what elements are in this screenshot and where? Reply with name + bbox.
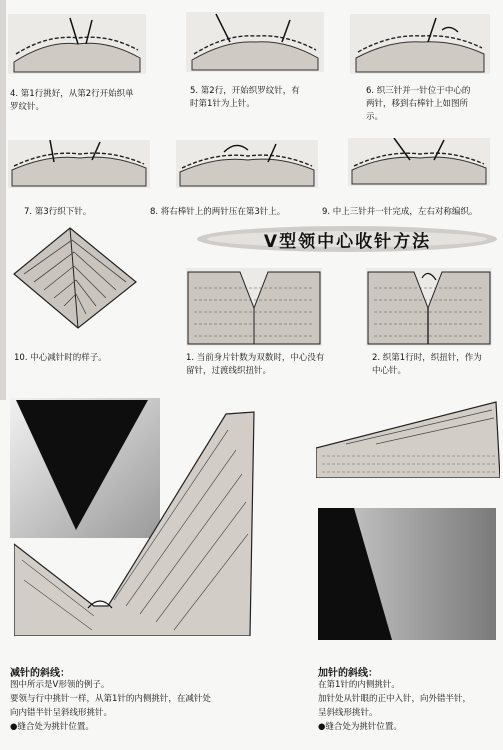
step-10-illustration <box>10 226 140 330</box>
step-7-caption: 7. 第3行织下针。 <box>24 207 92 217</box>
step-5-caption: 5. 第2行，开始织罗纹针，有 时第1针为上针。 <box>190 86 300 109</box>
v-neck-step-2-caption: 2. 织第1行时，织扭针，作为 中心针。 <box>372 353 482 376</box>
step-4-illustration <box>8 14 146 74</box>
step-9-illustration <box>348 138 490 186</box>
step-6-caption: 6. 织三针并一针位于中心的 两针，移到右棒针上如图所 示。 <box>366 86 471 122</box>
step-8-illustration <box>176 140 318 188</box>
step-4-caption: 4. 第1行挑好，从第2行开始织单 罗纹针。 <box>10 89 134 112</box>
step-7-illustration <box>8 140 150 188</box>
increase-slope-photo <box>318 508 496 640</box>
v-neck-step-1-illustration <box>186 268 322 346</box>
decrease-body: 图中所示是V形领的例子。 要领与行中挑针一样，从第1针的内侧挑针，在减针处 向内错半针呈斜线形挑针。 ●缝合处为挑针位置。 <box>10 680 211 732</box>
page-edge-shadow <box>0 0 6 400</box>
step-10-caption: 10. 中心减针时的样子。 <box>14 353 107 363</box>
step-8-caption: 8. 将右棒针上的两针压在第3针上。 <box>150 207 286 217</box>
increase-title: 加针的斜线： <box>318 668 378 679</box>
step-6-illustration <box>350 14 490 74</box>
banner-title: V型领中心收针方法 <box>263 231 432 252</box>
v-neck-step-2-illustration <box>366 268 492 346</box>
section-banner <box>196 222 499 256</box>
step-9-caption: 9. 中上三针并一针完成，左右对称编织。 <box>322 207 478 217</box>
decrease-title: 减针的斜线： <box>10 668 70 679</box>
decrease-slope-diagram <box>14 410 264 636</box>
step-5-illustration <box>186 12 324 72</box>
increase-slope-diagram <box>316 398 500 478</box>
v-neck-step-1-caption: 1. 当前身片针数为双数时，中心没有 留针，过渡线织扭针。 <box>186 353 325 376</box>
increase-body: 在第1针的内侧挑针。 加针处从针眼的正中入针，向外错半针， 呈斜线形挑针。 ●缝合处为挑针位置。 <box>318 680 472 732</box>
